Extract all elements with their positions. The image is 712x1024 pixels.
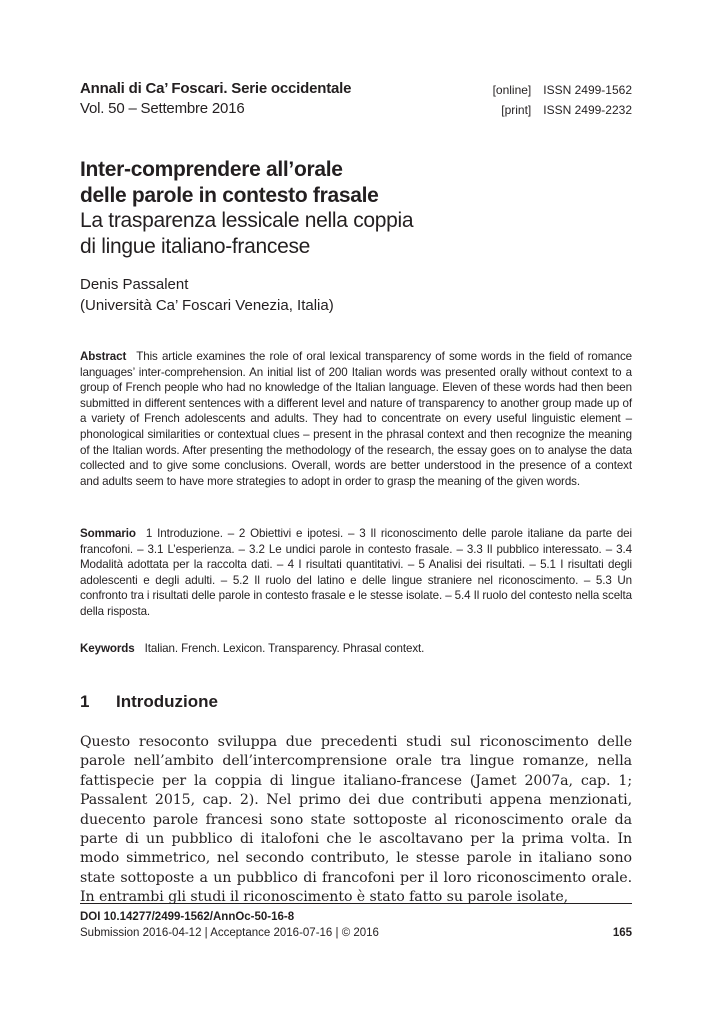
author-name: Denis Passalent — [80, 276, 189, 293]
article-title-line1: Inter-comprendere all’orale — [80, 158, 343, 181]
issn-online-number: ISSN 2499-1562 — [543, 83, 632, 97]
issn-online-label: [online] — [492, 83, 532, 97]
article-subtitle-line2: di lingue italiano-francese — [80, 235, 311, 258]
volume-info: Vol. 50 – Settembre 2016 — [80, 100, 245, 117]
issn-print — [501, 103, 632, 117]
article-subtitle-line1: La trasparenza lessicale nella coppia — [80, 209, 414, 232]
sommario-label: Sommario — [80, 527, 136, 540]
doi: DOI 10.14277/2499-1562/AnnOc-50-16-8 — [80, 911, 295, 923]
page-number: 165 — [612, 927, 632, 939]
abstract-label: Abstract — [80, 350, 127, 363]
author-block — [80, 274, 334, 316]
sommario-text: 1 Introduzione. – 2 Obiettivi e ipotesi. – 3 Il riconoscimento delle parole italiane da parte dei francofoni. – 3.1 L’esperienza. – 3.2 Le undici parole in contesto frasale. – 3.3 Il pubblico interessato. – 3.4 Modalità adottata per la raccolta dati. – 4 I risultati quantitativi. – 5 Analisi dei risultati. – 5.1 I risultati degli adolescenti e degli adulti. – 5.2 Il ruolo del latino e delle lingue straniere nel riconoscimento. – 5.3 Un confronto tra i risultati delle parole in contesto frasale e le stesse isolate. – 5.4 Il ruolo del contesto nella scelta della risposta. — [80, 527, 632, 618]
section-body: Questo resoconto sviluppa due precedenti studi sul riconoscimento delle parole nell’ambito dell’intercomprensione orale tra lingue romanze, nella fattispecie per la coppia di lingue italiano-francese (Jamet 2007a, cap. 1; Passalent 2015, cap. 2). Nel primo dei due contributi appena menzionati, duecento parole francesi sono state sottoposte al riconoscimento orale da parte di un pubblico di italofoni che le ascoltavano per la prima volta. In modo simmetrico, nel secondo contributo, le stesse parole in italiano sono state sottoposte a un pubblico di francofoni per il loro riconoscimento orale. In entrambi gli studi il riconoscimento è stato fatto su parole isolate, — [80, 734, 632, 906]
article-title-line2: delle parole in contesto frasale — [80, 184, 379, 207]
issn-print-number: ISSN 2499-2232 — [543, 103, 632, 117]
sommario — [80, 526, 632, 620]
keywords-label: Keywords — [80, 642, 135, 655]
article-title — [80, 157, 379, 209]
abstract-text: This article examines the role of oral lexical transparency of some words in the field of romance languages’ inter-comprehension. An initial list of 200 Italian words was presented orally without context to a group of French people who had no knowledge of the Italian language. Eleven of these words had then been submitted in different sentences with a different level and nature of transparency to another group made up of a variety of French adolescents and adults. They had to concentrate on every useful linguistic element – phonological similarities or contextual clues – present in the phrasal context and then recognize the meaning of the Italian words. After presenting the methodology of the research, the essay goes on to analyse the data collected and to give some conclusions. Overall, words are better understood in the presence of a context and adults seem to have more strategies to adopt in order to grasp the meaning of the given words. — [80, 350, 632, 488]
footer-rule — [80, 903, 632, 904]
submission-info: Submission 2016-04-12 | Acceptance 2016-07-16 | © 2016 — [80, 927, 379, 939]
keywords — [80, 641, 632, 657]
author-affiliation: (Università Ca’ Foscari Venezia, Italia) — [80, 297, 334, 314]
keywords-text: Italian. French. Lexicon. Transparency. Phrasal context. — [144, 642, 425, 655]
section-number: 1 — [80, 692, 90, 711]
issn-print-label: [print] — [501, 103, 532, 117]
section-title: Introduzione — [116, 692, 218, 711]
article-subtitle — [80, 208, 413, 260]
abstract — [80, 349, 632, 489]
issn-online — [493, 83, 632, 97]
section-heading — [80, 692, 218, 712]
journal-title: Annali di Ca’ Foscari. Serie occidentale — [80, 80, 352, 97]
